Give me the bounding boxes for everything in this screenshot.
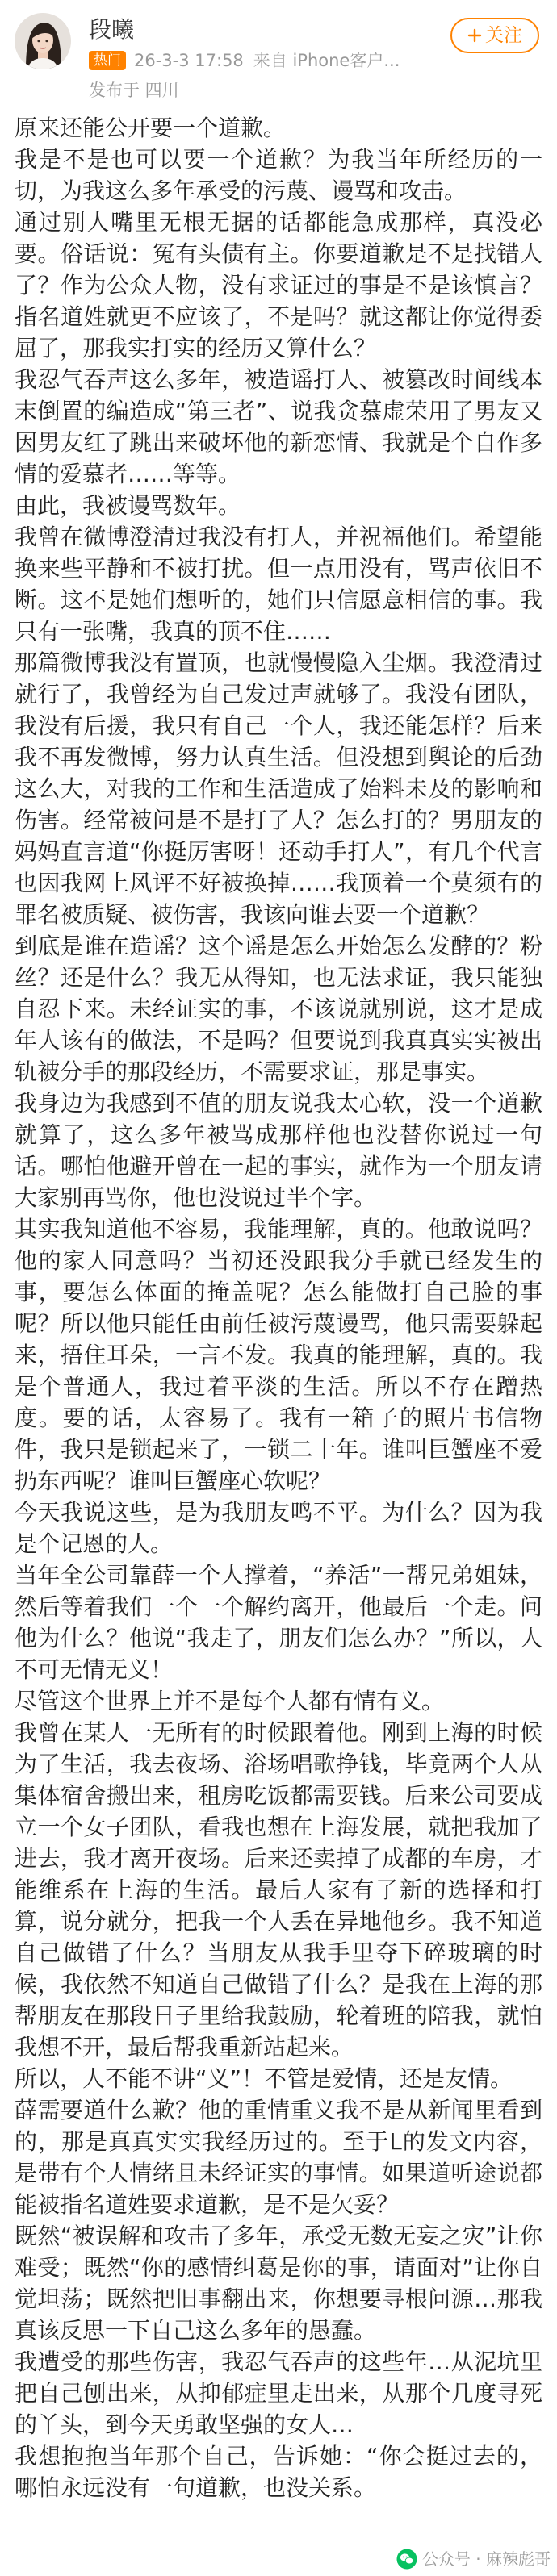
post-paragraph: 那篇微博我没有置顶，也就慢慢隐入尘烟。我澄清过就行了，我曾经为自己发过声就够了。我没有团队，我没有后援，我只有自己一个人，我还能怎样？后来我不再发微博，努力认真生活。但没想到舆论的后劲这么大，对我的工作和生活造成了始料未及的影响和伤害。经常被问是不是打了人？怎么打的？男朋友的妈妈直言道“你挺厉害呀！还动手打人”，有几个代言也因我网上风评不好被换掉……我顶着一个莫须有的罪名被质疑、被伤害，我该向谁去要一个道歉？ bbox=[15, 649, 542, 928]
follow-label: 关注 bbox=[485, 25, 522, 46]
post-paragraph: 通过别人嘴里无根无据的话都能急成那样，真没必要。俗话说：冤有头债有主。你要道歉是不是找错人了？作为公众人物，没有求证过的事是不是该慎言？指名道姓就更不应该了，不是吗？就这都让你觉得委屈了，那我实打实的经历又算什么？ bbox=[15, 209, 542, 361]
post-paragraph: 我是不是也可以要一个道歉？为我当年所经历的一切，为我这么多年承受的污蔑、谩骂和攻击。 bbox=[15, 146, 542, 204]
post-paragraph: 所以，人不能不讲“义”！不管是爱情，还是友情。 bbox=[15, 2065, 513, 2092]
post-paragraph: 尽管这个世界上并不是每个人都有情有义。 bbox=[15, 1688, 445, 1714]
post-paragraph: 由此，我被谩骂数年。 bbox=[15, 492, 241, 519]
post-location: 发布于 四川 bbox=[89, 81, 179, 100]
post-header bbox=[0, 0, 557, 112]
post-paragraph: 我忍气吞声这么多年，被造谣打人、被篡改时间线本末倒置的编造成“第三者”、说我贪慕虚荣用了男友又因男友红了跳出来破坏他的新恋情、我就是个自作多情的爱慕者……等等。 bbox=[15, 366, 542, 487]
watermark-text: 公众号 · 麻辣彪哥 bbox=[421, 2549, 551, 2569]
plus-icon bbox=[467, 28, 482, 43]
wechat-icon bbox=[396, 2549, 417, 2570]
post-paragraph: 原来还能公开要一个道歉。 bbox=[15, 115, 287, 141]
post-paragraph: 我身边为我感到不值的朋友说我太心软，没一个道歉就算了，这么多年被骂成那样他也没替你说过一句话。哪怕他避开曾在一起的事实，就作为一个朋友请大家别再骂你，他也没说过半个字。 bbox=[15, 1090, 542, 1211]
post-body bbox=[15, 112, 542, 2503]
post-paragraph: 我想抱抱当年那个自己，告诉她：“你会挺过去的，哪怕永远没有一句道歉，也没关系。 bbox=[15, 2443, 542, 2501]
post-paragraph: 其实我知道他不容易，我能理解，真的。他敢说吗？他的家人同意吗？当初还没跟我分手就已经发生的事，要怎么体面的掩盖呢？怎么能做打自己脸的事呢？所以他只能任由前任被污蔑谩骂，他只需要躲起来，捂住耳朵，一言不发。我真的能理解，真的。我是个普通人，我过着平淡的生活。所以不存在蹭热度。要的话，太容易了。我有一箱子的照片书信物件，我只是锁起来了，一锁二十年。谁叫巨蟹座不爱扔东西呢？谁叫巨蟹座心软呢？ bbox=[15, 1216, 542, 1494]
avatar[interactable] bbox=[15, 13, 71, 69]
post-paragraph: 我曾在某人一无所有的时候跟着他。刚到上海的时候为了生活，我去夜场、浴场唱歌挣钱，毕竟两个人从集体宿舍搬出来，租房吃饭都需要钱。后来公司要成立一个女子团队，看我也想在上海发展，就把我加了进去，我才离开夜场。后来还卖掉了成都的车房，才能维系在上海的生活。最后人家有了新的选择和打算，说分就分，把我一个人丢在异地他乡。我不知道自己做错了什么？当朋友从我手里夺下碎玻璃的时候，我依然不知道自己做错了什么？是我在上海的那帮朋友在那段日子里给我鼓励，轮着班的陪我，就怕我想不开，最后帮我重新站起来。 bbox=[15, 1719, 542, 2060]
post-paragraph: 到底是谁在造谣？这个谣是怎么开始怎么发酵的？粉丝？还是什么？我无从得知，也无法求证，我只能独自忍下来。未经证实的事，不该说就别说，这才是成年人该有的做法，不是吗？但要说到我真真实实被出轨被分手的那段经历，不需要求证，那是事实。 bbox=[15, 933, 542, 1085]
post-paragraph: 既然“被误解和攻击了多年，承受无数无妄之灾”让你难受；既然“你的感情纠葛是你的事，请面对”让你自觉坦荡；既然把旧事翻出来，你想要寻根问源…那我真该反思一下自己这么多年的愚蠢。 bbox=[15, 2223, 542, 2344]
post-paragraph: 我曾在微博澄清过我没有打人，并祝福他们。希望能换来些平静和不被打扰。但一点用没有，骂声依旧不断。这不是她们想听的，她们只信愿意相信的事。我只有一张嘴，我真的顶不住…… bbox=[15, 524, 542, 645]
author-name[interactable]: 段曦 bbox=[89, 16, 135, 43]
avatar-photo bbox=[15, 13, 71, 69]
post-paragraph: 薛需要道什么歉？他的重情重义我不是从新闻里看到的，那是真真实实我经历过的。至于L的发文内容，是带有个人情绪且未经证实的事情。如果道听途说都能被指名道姓要求道歉，是不是欠妥？ bbox=[15, 2097, 542, 2218]
follow-button[interactable] bbox=[450, 18, 539, 53]
watermark bbox=[396, 2549, 551, 2570]
post-meta bbox=[89, 50, 400, 71]
hot-badge: 热门 bbox=[89, 51, 126, 70]
post-paragraph: 今天我说这些，是为我朋友鸣不平。为什么？因为我是个记恩的人。 bbox=[15, 1499, 542, 1557]
post-timestamp: 26-3-3 17:58 bbox=[134, 51, 244, 70]
post-paragraph: 我遭受的那些伤害，我忍气吞声的这些年…从泥坑里把自己刨出来，从抑郁症里走出来，从那个几度寻死的丫头，到今天勇敢坚强的女人… bbox=[15, 2348, 542, 2438]
post-source: 来自 iPhone客户... bbox=[253, 51, 400, 70]
post-paragraph: 当年全公司靠薛一个人撑着，“养活”一帮兄弟姐妹，然后等着我们一个一个解约离开，他最后一个走。问他为什么？他说“我走了，朋友们怎么办？”所以，人不可无情无义！ bbox=[15, 1562, 542, 1683]
